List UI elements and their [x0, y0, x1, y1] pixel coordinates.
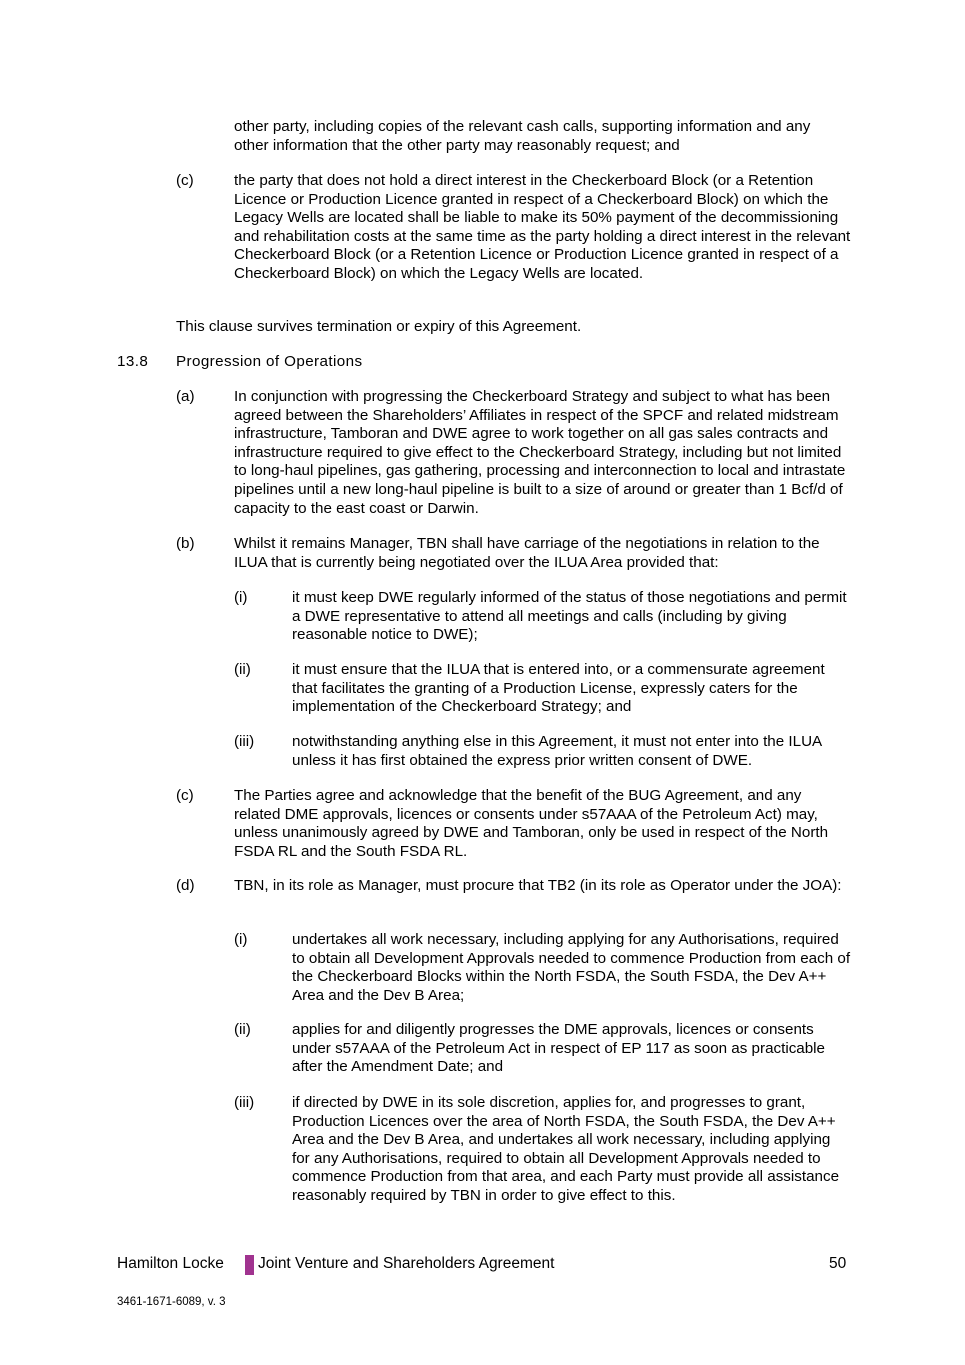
clause-label-d: (d): [176, 877, 195, 894]
clause-label-d-ii: (ii): [234, 1021, 251, 1038]
clause-d-ii-text: applies for and diligently progresses the DME approvals, licences or consents under s57AAA of the Petroleum Act in respect of EP 117 as soon as practicable after the Amendment Date; and: [292, 1021, 826, 1076]
clause-label-d-i: (i): [234, 931, 248, 948]
clause-d-text: TBN, in its role as Manager, must procure that TB2 (in its role as Operator under the JOA):: [234, 877, 842, 894]
clause-c-prev-text: the party that does not hold a direct interest in the Checkerboard Block (or a Retention Licence or Production Licence granted in respect of a Checkerboard Block) on which the Legacy Wells are located shall be liable to make its 50% payment of the decommissioning and rehabilitation costs at the same time as the party holding a direct interest in the relevant Checkerboard Block (or a Retention Licence or Production Licence granted in respect of a Checkerboard Block) on which the Legacy Wells are located.: [234, 172, 851, 282]
survival-statement: This clause survives termination or expiry of this Agreement.: [176, 318, 582, 335]
footer-firm-name: Hamilton Locke: [117, 1255, 224, 1272]
clause-d-iii-text: if directed by DWE in its sole discretion, applies for, and progresses to grant, Production Licences over the area of North FSDA, the South FSDA, the Dev A++ Area and the Dev B Area, and undertakes all work necessary, including applying for any Authorisations, required to obtain all Development Approvals needed to commence Production from that area, and each Party must provide all assistance reasonably required by TBN in order to give effect to this.: [292, 1094, 840, 1204]
footer-document-title: Joint Venture and Shareholders Agreement: [258, 1255, 555, 1272]
clause-c-text: The Parties agree and acknowledge that the benefit of the BUG Agreement, and any related DME approvals, licences or consents under s57AAA of the Petroleum Act) may, unless unanimously agreed by DWE and Tamboran, only be used in respect of the North FSDA RL and the South FSDA RL.: [234, 787, 829, 860]
clause-label-b-ii: (ii): [234, 661, 251, 678]
clause-label-b: (b): [176, 535, 195, 552]
footer-accent-bar: [245, 1255, 254, 1275]
clause-label-b-iii: (iii): [234, 733, 255, 750]
clause-b-iii-text: notwithstanding anything else in this Agreement, it must not enter into the ILUA unless it has first obtained the express prior written consent of DWE.: [292, 733, 822, 769]
clause-b-i-text: it must keep DWE regularly informed of the status of those negotiations and permit a DWE representative to attend all meetings and calls (including by giving reasonable notice to DWE);: [292, 589, 847, 644]
clause-label-b-i: (i): [234, 589, 248, 606]
clause-b-text: Whilst it remains Manager, TBN shall have carriage of the negotiations in relation to the ILUA that is currently being negotiated over the ILUA Area provided that:: [234, 535, 820, 571]
clause-label-c: (c): [176, 787, 194, 804]
section-title: Progression of Operations: [176, 353, 363, 370]
clause-b-ii-text: it must ensure that the ILUA that is entered into, or a commensurate agreement that facilitates the granting of a Production License, expressly caters for the implementation of the Checkerboard Strategy; and: [292, 661, 825, 716]
footer-page-number: 50: [829, 1255, 847, 1272]
section-number: 13.8: [117, 353, 149, 370]
clause-label-c-prev: (c): [176, 172, 194, 189]
clause-a-text: In conjunction with progressing the Checkerboard Strategy and subject to what has been agreed between the Shareholders’ Affiliates in respect of the SPCF and related midstream infrastructure, Tamboran and DWE agree to work together on all gas sales contracts and infrastructure required to give effect to the Checkerboard Strategy, including but not limited to long-haul pipelines, gas gathering, processing and interconnection to local and intrastate pipelines until a new long-haul pipeline is built to a size of around or greater than 1 Bcf/d of capacity to the east coast or Darwin.: [234, 388, 846, 517]
clause-d-i-text: undertakes all work necessary, including applying for any Authorisations, required to obtain all Development Approvals needed to commence Production from each of the Checkerboard Blocks within the North FSDA, the South FSDA, the Dev A++ Area and the Dev B Area;: [292, 931, 851, 1004]
clause-label-a: (a): [176, 388, 195, 405]
clause-label-d-iii: (iii): [234, 1094, 255, 1111]
continued-paragraph: other party, including copies of the relevant cash calls, supporting information and any other information that the other party may reasonably request; and: [234, 118, 811, 154]
footer-document-reference: 3461-1671-6089, v. 3: [117, 1296, 226, 1308]
